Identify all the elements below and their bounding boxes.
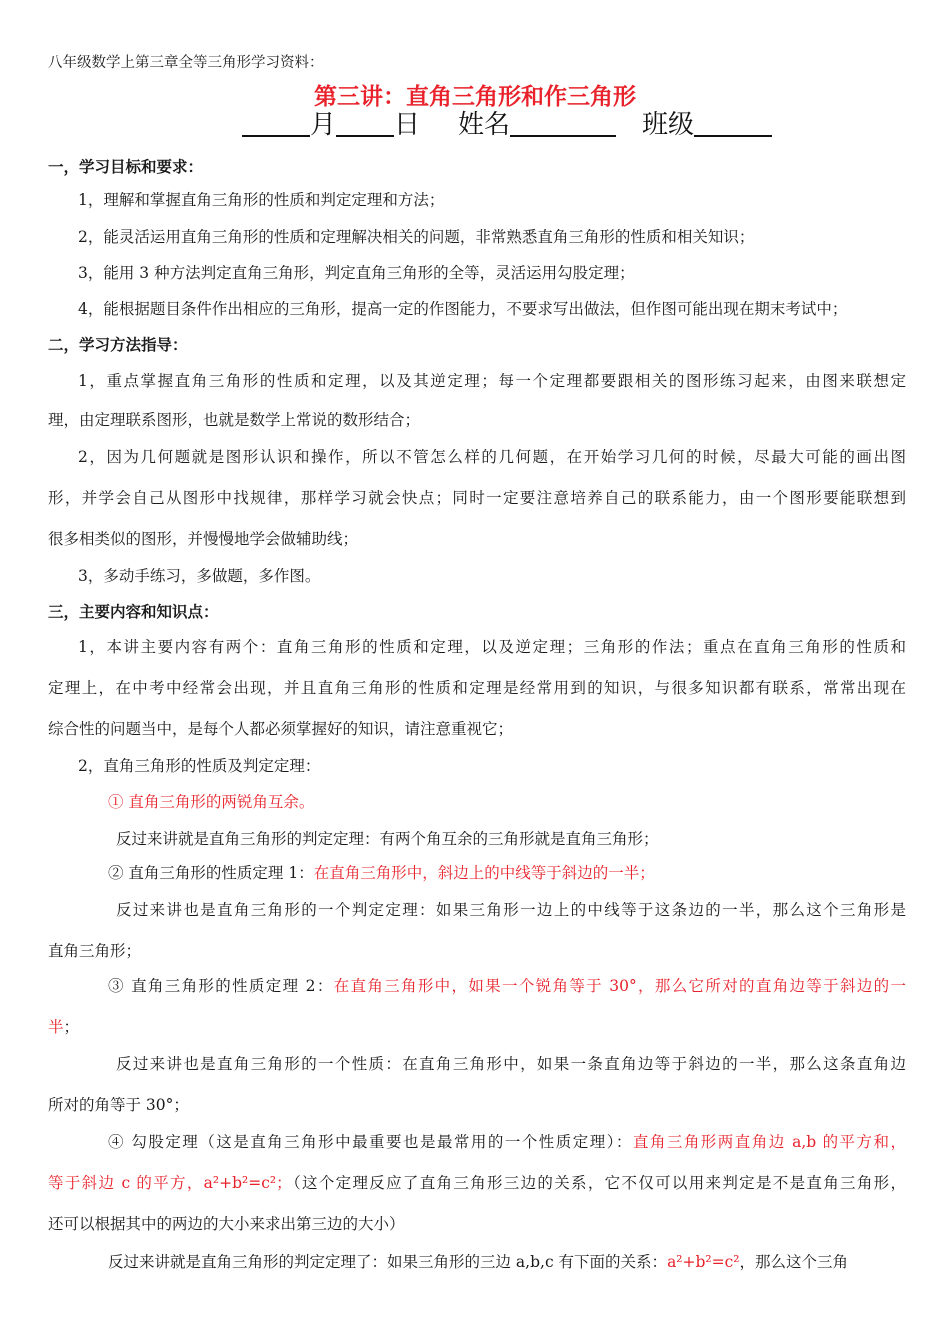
pythagorean-line-2 xyxy=(48,1172,906,1194)
month-blank[interactable] xyxy=(242,109,310,137)
section-1-heading: 一，学习目标和要求： xyxy=(48,158,204,176)
theorem-2-statement: 在直角三角形中，斜边上的中线等于斜边的一半； xyxy=(313,864,655,882)
content-paragraph-line: 综合性的问题当中，是每个人都必须掌握好的知识，请注意重视它； xyxy=(48,720,514,738)
theorem-3-label: ③ 直角三角形的性质定理 2： xyxy=(108,977,334,995)
day-blank[interactable] xyxy=(336,109,394,137)
theorem-2-label: ② 直角三角形的性质定理 1： xyxy=(108,864,314,882)
converse-text: 反过来讲就是直角三角形的判定定理了：如果三角形的三边 a,b,c 有下面的关系： xyxy=(108,1253,668,1271)
content-paragraph-line: 2，直角三角形的性质及判定定理： xyxy=(78,757,321,775)
method-paragraph-line: 很多相类似的图形，并慢慢地学会做辅助线； xyxy=(48,530,359,548)
class-blank[interactable] xyxy=(694,109,772,137)
theorem-2-converse-line: 反过来讲也是直角三角形的一个判定定理：如果三角形一边上的中线等于这条边的一半，那么这个三角形是 xyxy=(116,901,906,919)
student-info-line xyxy=(242,108,772,142)
theorem-2 xyxy=(108,862,906,884)
goal-item: 2，能灵活运用直角三角形的性质和定理解决相关的问题，非常熟悉直角三角形的性质和相关知识； xyxy=(78,228,755,246)
punctuation: ； xyxy=(63,1018,80,1036)
method-paragraph-line: 1，重点掌握直角三角形的性质和定理，以及其逆定理；每一个定理都要跟相关的图形练习起来，由图来联想定 xyxy=(78,372,906,390)
goal-item: 1，理解和掌握直角三角形的性质和判定定理和方法； xyxy=(78,191,445,209)
name-blank[interactable] xyxy=(510,109,616,137)
converse-tail: ，那么这个三角 xyxy=(739,1253,849,1271)
pythagorean-line-3: 还可以根据其中的两边的大小来求出第三边的大小） xyxy=(48,1215,405,1233)
pythagorean-note: （这个定理反应了直角三角形三边的关系，它不仅可以用来判定是不是直角三角形， xyxy=(291,1174,906,1192)
converse-formula: a²+b²=c² xyxy=(667,1253,740,1271)
theorem-3-statement-tail: 半 xyxy=(48,1018,64,1036)
method-paragraph-line: 2，因为几何题就是图形认识和操作，所以不管怎么样的几何题，在开始学习几何的时候，尽最大可能的画出图 xyxy=(78,448,906,466)
content-paragraph-line: 定理上，在中考中经常会出现，并且直角三角形的性质和定理是经常用到的知识，与很多知识都有联系，常常出现在 xyxy=(48,679,906,697)
content-paragraph-line: 1，本讲主要内容有两个：直角三角形的性质和定理，以及逆定理；三角形的作法；重点在直角三角形的性质和 xyxy=(78,638,906,656)
document-header: 八年级数学上第三章全等三角形学习资料： xyxy=(48,55,324,71)
pythagorean-formula: 等于斜边 c 的平方，a²+b²=c²； xyxy=(48,1174,292,1192)
day-label: 日 xyxy=(394,110,421,140)
method-paragraph-line: 理，由定理联系图形，也就是数学上常说的数形结合； xyxy=(48,411,421,429)
lecture-title: 第三讲：直角三角形和作三角形 xyxy=(314,84,636,110)
method-paragraph-line: 形，并学会自己从图形中找规律，那样学习就会快点；同时一定要注意培养自己的联系能力，由一个图形要能联想到 xyxy=(48,489,906,507)
section-2-heading: 二，学习方法指导： xyxy=(48,336,188,354)
theorem-1-converse: 反过来讲就是直角三角形的判定定理：有两个角互余的三角形就是直角三角形； xyxy=(116,830,659,848)
pythagorean-statement: 直角三角形两直角边 a,b 的平方和， xyxy=(632,1133,906,1151)
pythagorean-converse xyxy=(108,1251,906,1273)
class-label: 班级 xyxy=(642,110,695,140)
goal-item: 3，能用 3 种方法判定直角三角形，判定直角三角形的全等，灵活运用勾股定理； xyxy=(78,264,635,282)
theorem-3 xyxy=(108,975,906,997)
theorem-1: ① 直角三角形的两锐角互余。 xyxy=(108,793,315,811)
theorem-3-statement-end xyxy=(48,1016,906,1038)
goal-item: 4，能根据题目条件作出相应的三角形，提高一定的作图能力，不要求写出做法，但作图可能出现在期末考试中； xyxy=(78,300,848,318)
pythagorean-label: ④ 勾股定理（这是直角三角形中最重要也是最常用的一个性质定理）： xyxy=(108,1133,633,1151)
pythagorean-theorem xyxy=(108,1131,906,1153)
section-3-heading: 三，主要内容和知识点： xyxy=(48,603,219,621)
theorem-3-property-line: 反过来讲也是直角三角形的一个性质：在直角三角形中，如果一条直角边等于斜边的一半，那么这条直角边 xyxy=(116,1055,906,1073)
month-label: 月 xyxy=(310,110,337,140)
theorem-3-statement: 在直角三角形中，如果一个锐角等于 30°，那么它所对的直角边等于斜边的一 xyxy=(333,977,907,995)
theorem-2-converse-line: 直角三角形； xyxy=(48,942,142,960)
name-label: 姓名 xyxy=(458,110,511,140)
theorem-3-property-line: 所对的角等于 30°； xyxy=(48,1096,189,1114)
method-paragraph-line: 3，多动手练习，多做题，多作图。 xyxy=(78,567,321,585)
